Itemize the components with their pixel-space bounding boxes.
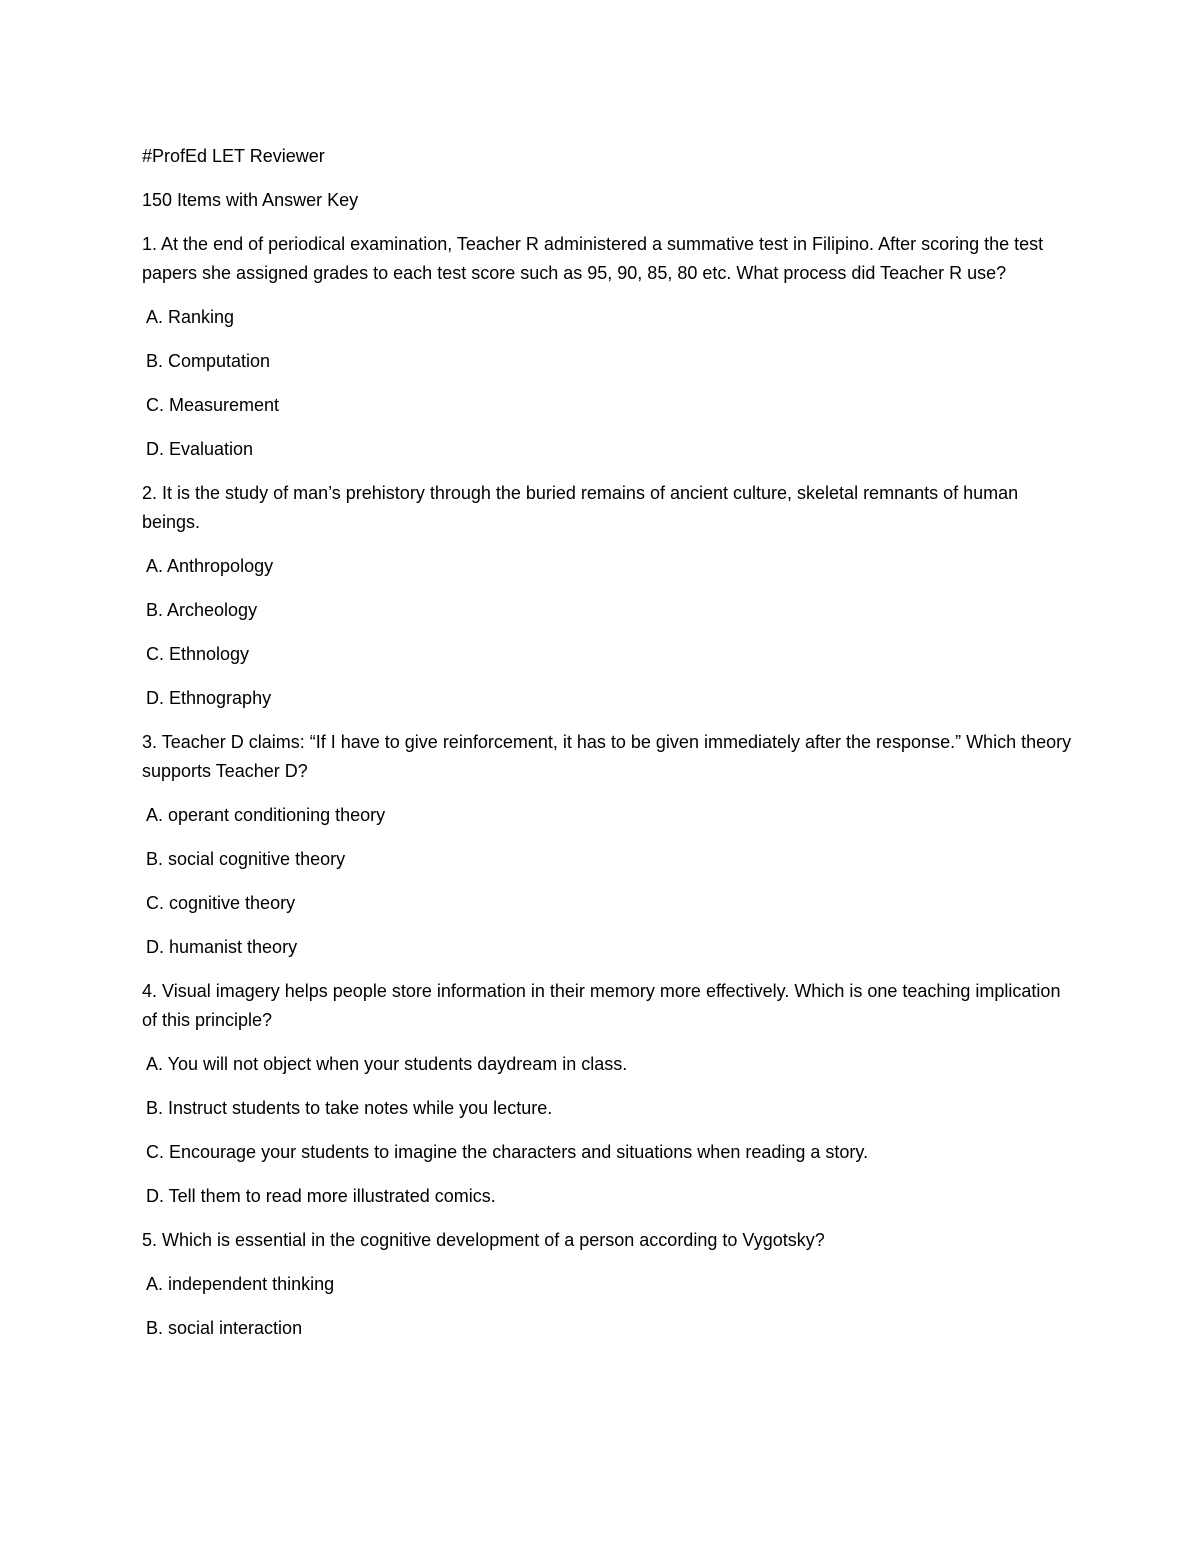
question-text: At the end of periodical examination, Teacher R administered a summative test in Filipino. After scoring the test papers she assigned grades to each test score such as 95, 90, 85, 80 etc. What process did Teacher R use? <box>142 234 1044 283</box>
option-3c: C. cognitive theory <box>146 893 296 913</box>
option-3d: D. humanist theory <box>146 937 298 957</box>
document-subtitle: 150 Items with Answer Key <box>142 190 359 210</box>
option-1b: B. Computation <box>146 351 271 371</box>
option-1a: A. Ranking <box>146 307 235 327</box>
question-5 <box>142 1226 1072 1255</box>
question-number: 4. <box>142 981 158 1001</box>
option-5b: B. social interaction <box>146 1318 303 1338</box>
option-2d: D. Ethnography <box>146 688 272 708</box>
option-4c: C. Encourage your students to imagine the characters and situations when reading a story. <box>146 1142 869 1162</box>
question-1 <box>142 230 1072 288</box>
option-4d: D. Tell them to read more illustrated comics. <box>146 1186 496 1206</box>
option-3b: B. social cognitive theory <box>146 849 346 869</box>
question-number: 3. <box>142 732 158 752</box>
question-4 <box>142 977 1072 1035</box>
question-number: 2. <box>142 483 158 503</box>
option-2b: B. Archeology <box>146 600 258 620</box>
option-1d: D. Evaluation <box>146 439 254 459</box>
question-number: 1. <box>142 234 158 254</box>
question-text: Teacher D claims: “If I have to give reinforcement, it has to be given immediately after the response.” Which theory supports Teacher D? <box>142 732 1072 781</box>
option-4b: B. Instruct students to take notes while you lecture. <box>146 1098 553 1118</box>
question-text: It is the study of man’s prehistory through the buried remains of ancient culture, skeletal remnants of human beings. <box>142 483 1019 532</box>
question-3 <box>142 728 1072 786</box>
option-2a: A. Anthropology <box>146 556 274 576</box>
option-3a: A. operant conditioning theory <box>146 805 386 825</box>
question-text: Visual imagery helps people store information in their memory more effectively. Which is one teaching implication of this principle? <box>142 981 1061 1030</box>
option-1c: C. Measurement <box>146 395 280 415</box>
option-2c: C. Ethnology <box>146 644 250 664</box>
question-2 <box>142 479 1072 537</box>
document-title: #ProfEd LET Reviewer <box>142 146 325 166</box>
option-5a: A. independent thinking <box>146 1274 335 1294</box>
question-number: 5. <box>142 1230 158 1250</box>
question-text: Which is essential in the cognitive development of a person according to Vygotsky? <box>162 1230 825 1250</box>
document-body <box>142 142 1072 1358</box>
option-4a: A. You will not object when your students daydream in class. <box>146 1054 628 1074</box>
